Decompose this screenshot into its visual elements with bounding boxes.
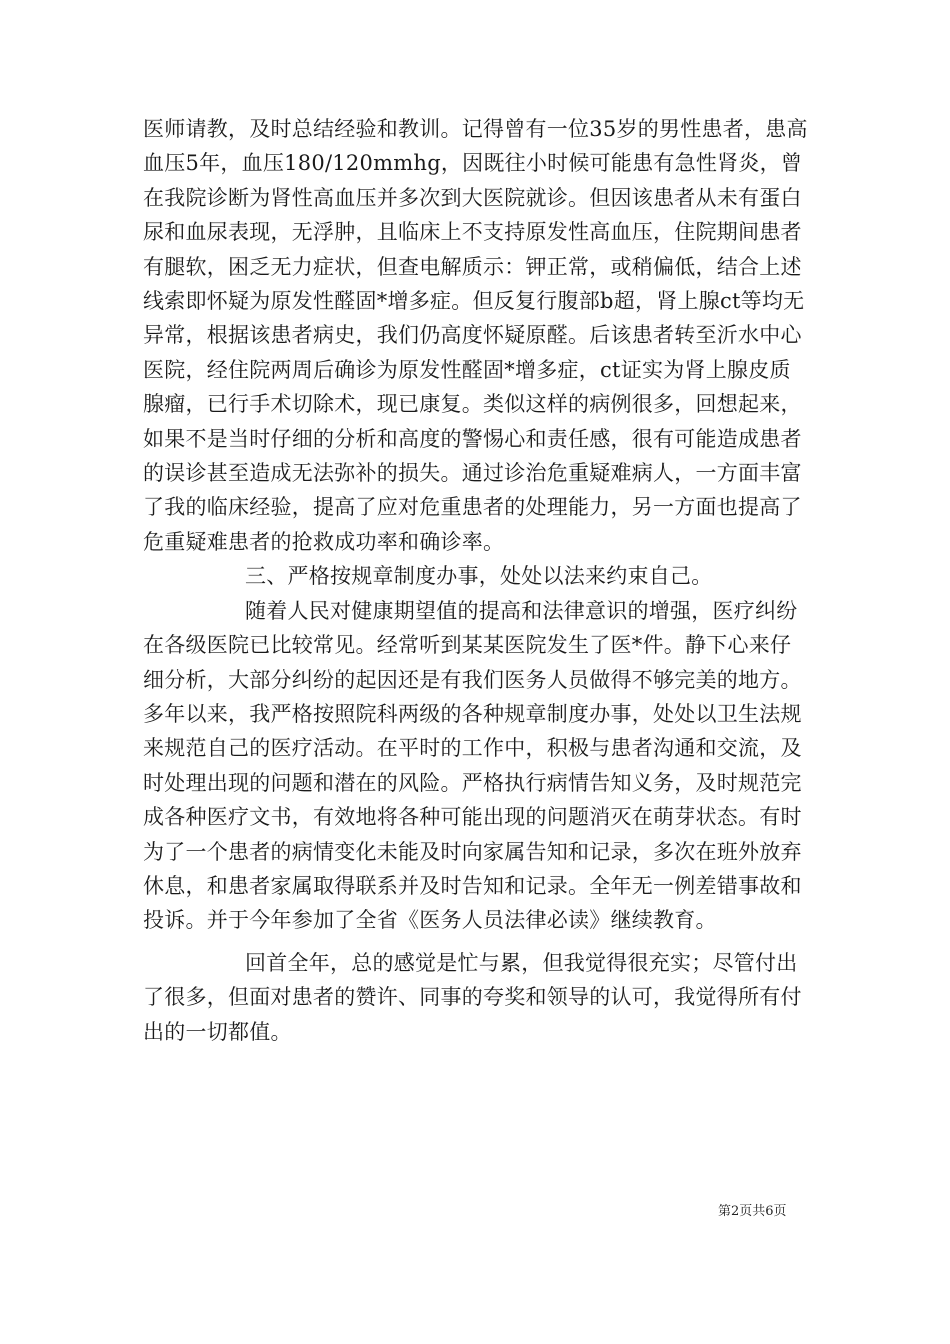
paragraph-regulations: 随着人民对健康期望值的提高和法律意识的增强，医疗纠纷在各级医院已比较常见。经常听到某某医院发生了医*件。静下心来仔细分析，大部分纠纷的起因还是有我们医务人员做得不够完美的地方。多年以来，我严格按照院科两级的各种规章制度办事，处处以卫生法规来规范自己的医疗活动。在平时的工作中，积极与患者沟通和交流，及时处理出现的问题和潜在的风险。严格执行病情告知义务，及时规范完成各种医疗文书，有效地将各种可能出现的问题消灭在萌芽状态。有时为了一个患者的病情变化未能及时向家属告知和记录，多次在班外放弃休息，和患者家属取得联系并及时告知和记录。全年无一例差错事故和投诉。并于今年参加了全省《医务人员法律必读》继续教育。 bbox=[143, 598, 802, 933]
section-heading-three: 三、严格按规章制度办事，处处以法来约束自己。 bbox=[245, 564, 713, 589]
paragraph-case-report: 医师请教，及时总结经验和教训。记得曾有一位35岁的男性患者，患高血压5年，血压180/120mmhg，因既往小时候可能患有急性肾炎，曾在我院诊断为肾性高血压并多次到大医院就诊。但因该患者从未有蛋白尿和血尿表现，无浮肿，且临床上不支持原发性高血压，住院期间患者有腿软，困乏无力症状，但查电解质示：钾正常，或稍偏低，结合上述线索即怀疑为原发性醛固*增多症。但反复行腹部b超，肾上腺ct等均无异常，根据该患者病史，我们仍高度怀疑原醛。后该患者转至沂水中心医院，经住院两周后确诊为原发性醛固*增多症，ct证实为肾上腺皮质腺瘤，已行手术切除术，现已康复。类似这样的病例很多，回想起来，如果不是当时仔细的分析和高度的警惕心和责任感，很有可能造成患者的误诊甚至造成无法弥补的损失。通过诊治危重疑难病人，一方面丰富了我的临床经验，提高了应对危重患者的处理能力，另一方面也提高了危重疑难患者的抢救成功率和确诊率。 bbox=[143, 117, 808, 554]
document-body bbox=[143, 112, 811, 1049]
paragraph-year-review: 回首全年，总的感觉是忙与累，但我觉得很充实；尽管付出了很多，但面对患者的赞许、同事的夸奖和领导的认可，我觉得所有付出的一切都值。 bbox=[143, 950, 802, 1044]
page-number-footer: 第2页共6页 bbox=[718, 1204, 787, 1219]
